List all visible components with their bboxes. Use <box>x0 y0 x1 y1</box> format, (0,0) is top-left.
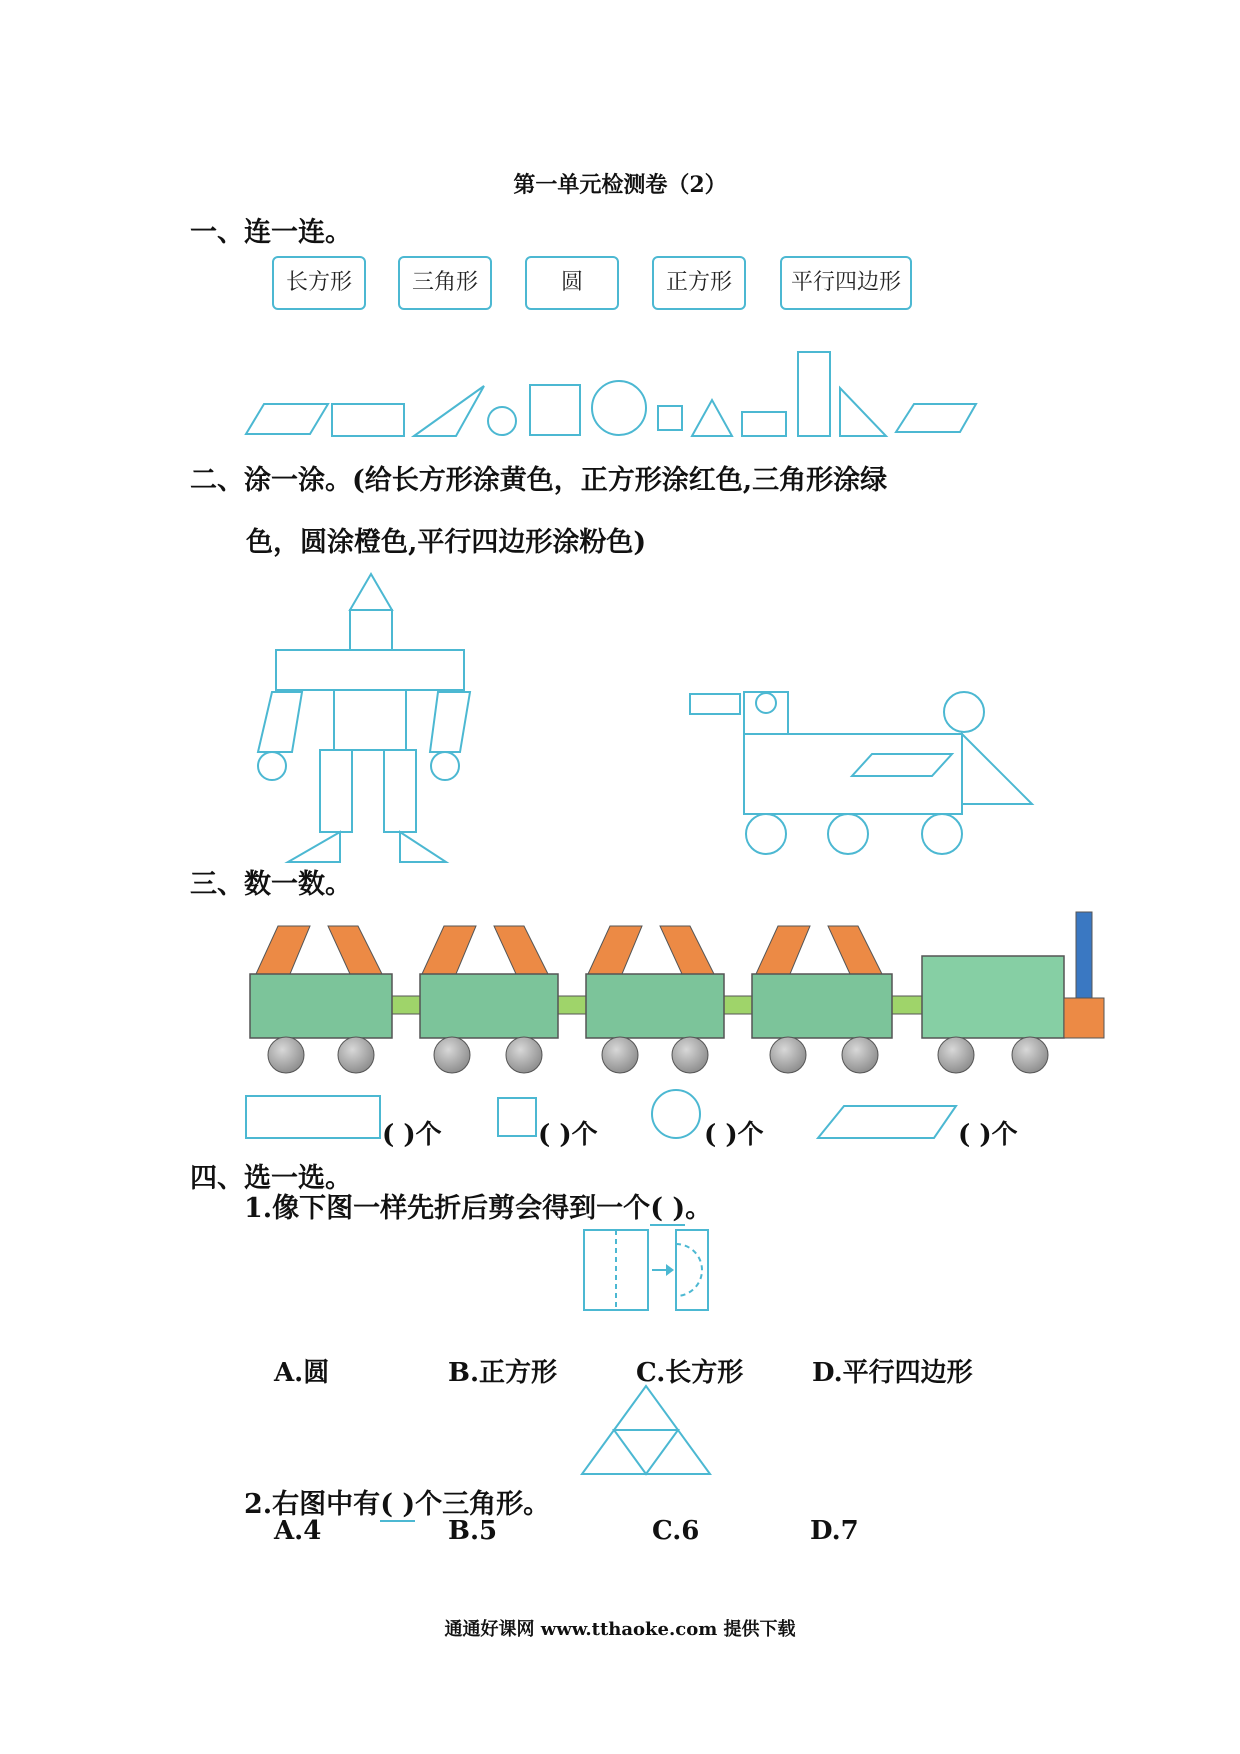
label-box-square[interactable]: 正方形 <box>652 256 746 310</box>
q2-option-b[interactable]: B.5 <box>448 1516 498 1546</box>
q1-option-b[interactable]: B.正方形 <box>448 1358 558 1388</box>
label-box-circle[interactable]: 圆 <box>525 256 619 310</box>
section-2-heading-line1: 二、涂一涂。(给长方形涂黄色，正方形涂红色,三角形涂绿 <box>190 465 888 496</box>
q1-text: 1.像下图一样先折后剪会得到一个 <box>244 1193 651 1224</box>
count-blank-circle[interactable]: ( )个 <box>704 1120 764 1150</box>
q1-option-a[interactable]: A.圆 <box>274 1358 330 1388</box>
q2-text-end: 个三角形。 <box>415 1489 551 1520</box>
section-2-heading-line2: 色，圆涂橙色,平行四边形涂粉色) <box>246 527 647 558</box>
inner-inverted-triangle <box>614 1430 678 1474</box>
label-box-triangle[interactable]: 三角形 <box>398 256 492 310</box>
footer-source: 通通好课网 www.tthaoke.com 提供下载 <box>444 1619 796 1640</box>
q1-answer-blank[interactable]: ( ) <box>650 1193 686 1224</box>
section-1-heading: 一、连一连。 <box>190 217 352 248</box>
q2-option-a[interactable]: A.4 <box>274 1516 322 1546</box>
q1-option-c[interactable]: C.长方形 <box>636 1358 744 1388</box>
q1-option-d[interactable]: D.平行四边形 <box>812 1358 973 1388</box>
q2-option-c[interactable]: C.6 <box>652 1516 700 1546</box>
q2-option-d[interactable]: D.7 <box>810 1516 859 1546</box>
count-blank-parallelogram[interactable]: ( )个 <box>958 1120 1018 1150</box>
section-3-heading: 三、数一数。 <box>190 869 352 900</box>
q1-text-end: 。 <box>685 1193 713 1224</box>
count-blank-square[interactable]: ( )个 <box>538 1120 598 1150</box>
q2-text: 2.右图中有 <box>244 1489 381 1520</box>
label-box-rectangle[interactable]: 长方形 <box>272 256 366 310</box>
page-title: 第一单元检测卷（2） <box>513 172 727 198</box>
label-box-parallelogram[interactable]: 平行四边形 <box>780 256 912 310</box>
q2-answer-blank[interactable]: ( ) <box>380 1489 416 1520</box>
count-blank-rectangle[interactable]: ( )个 <box>382 1120 442 1150</box>
section-4-heading: 四、选一选。 <box>190 1163 352 1194</box>
